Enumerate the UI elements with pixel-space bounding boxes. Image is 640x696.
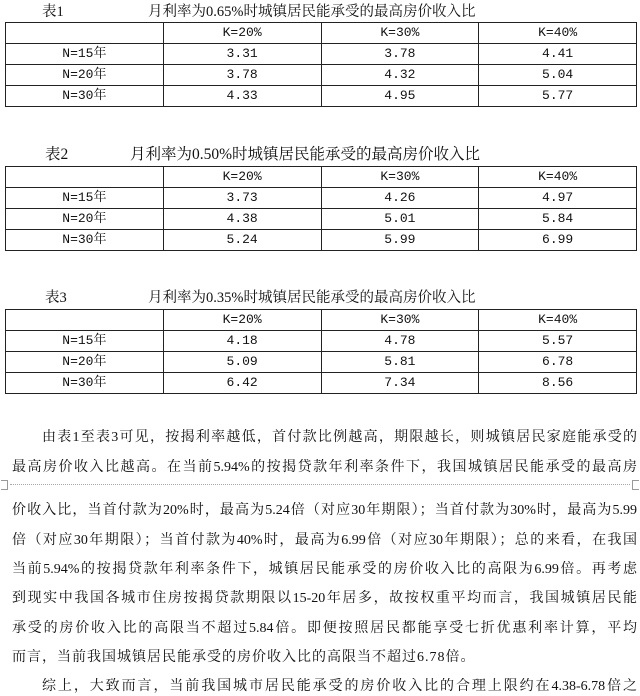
table-cell: 5.24 bbox=[163, 230, 321, 251]
paragraph-line: 由表1至表3可见，按揭利率越低，首付款比例越高，期限越长，则城镇居民家庭能承受的 bbox=[42, 430, 637, 445]
table-3-label: 表3 bbox=[45, 290, 67, 306]
table-cell: 6.99 bbox=[479, 230, 637, 251]
table-cell: 8.56 bbox=[479, 373, 637, 394]
table-cell: 5.04 bbox=[479, 65, 637, 86]
paragraph-line: 最高房价收入比越高。在当前5.94%的按揭贷款年利率条件下，我国城镇居民能承受的最高房 bbox=[12, 460, 637, 475]
row-label: N=15年 bbox=[6, 188, 164, 209]
table-2-label: 表2 bbox=[45, 146, 69, 163]
page-break-line bbox=[10, 484, 630, 485]
table-cell: 6.42 bbox=[163, 373, 321, 394]
column-header: K=40% bbox=[479, 23, 637, 44]
table-row bbox=[6, 188, 637, 209]
table-cell: 4.18 bbox=[163, 331, 321, 352]
row-label: N=30年 bbox=[6, 86, 164, 107]
table-cell: 5.77 bbox=[479, 86, 637, 107]
table-row bbox=[6, 331, 637, 352]
paragraph-line: 而言，当前我国城镇居民能承受的房价收入比的高限当不超过6.78倍。 bbox=[12, 650, 476, 665]
table-cell: 5.09 bbox=[163, 352, 321, 373]
table-row bbox=[6, 65, 637, 86]
table-header-row bbox=[6, 167, 637, 188]
table-corner-cell bbox=[6, 310, 164, 331]
table-cell: 4.97 bbox=[479, 188, 637, 209]
paragraph-line: 当前5.94%的按揭贷款年利率条件下，城镇居民能承受的房价收入比的高限为6.99倍。再考虑 bbox=[12, 562, 637, 577]
column-header: K=30% bbox=[321, 167, 479, 188]
paragraph-line: 承受的房价收入比的高限当不超过5.84倍。即便按照居民都能享受七折优惠利率计算，平均 bbox=[12, 621, 637, 636]
table-row bbox=[6, 230, 637, 251]
table-row bbox=[6, 86, 637, 107]
table-cell: 5.99 bbox=[321, 230, 479, 251]
column-header: K=40% bbox=[479, 167, 637, 188]
table-row bbox=[6, 352, 637, 373]
row-label: N=30年 bbox=[6, 373, 164, 394]
table-row bbox=[6, 373, 637, 394]
row-label: N=15年 bbox=[6, 331, 164, 352]
row-label: N=20年 bbox=[6, 209, 164, 230]
next-paragraph-line: 综上，大致而言，当前我国城市居民能承受的房价收入比的合理上限约在4.38-6.78倍之 bbox=[42, 679, 637, 694]
table-cell: 5.81 bbox=[321, 352, 479, 373]
column-header: K=40% bbox=[479, 310, 637, 331]
paragraph-line: 倍（对应30年期限）；当首付款为40%时，最高为6.99倍（对应30年期限）；总的来看，在我国 bbox=[12, 533, 637, 548]
table-3-title: 月利率为0.35%时城镇居民能承受的最高房价收入比 bbox=[148, 290, 476, 306]
table-header-row bbox=[6, 310, 637, 331]
table-3 bbox=[5, 309, 637, 394]
table-cell: 6.78 bbox=[479, 352, 637, 373]
table-2 bbox=[5, 166, 637, 251]
row-label: N=20年 bbox=[6, 352, 164, 373]
row-label: N=30年 bbox=[6, 230, 164, 251]
table-cell: 3.31 bbox=[163, 44, 321, 65]
row-label: N=20年 bbox=[6, 65, 164, 86]
table-header-row bbox=[6, 23, 637, 44]
table-corner-cell bbox=[6, 23, 164, 44]
table-cell: 4.26 bbox=[321, 188, 479, 209]
table-cell: 5.57 bbox=[479, 331, 637, 352]
table-cell: 4.41 bbox=[479, 44, 637, 65]
table-cell: 5.84 bbox=[479, 209, 637, 230]
column-header: K=20% bbox=[163, 23, 321, 44]
table-1-label: 表1 bbox=[42, 4, 64, 20]
table-cell: 5.01 bbox=[321, 209, 479, 230]
table-cell: 3.73 bbox=[163, 188, 321, 209]
table-cell: 4.38 bbox=[163, 209, 321, 230]
paragraph-line: 价收入比，当首付款为20%时，最高为5.24倍（对应30年期限）；当首付款为30%时，最高为5.99 bbox=[12, 503, 637, 518]
table-row bbox=[6, 44, 637, 65]
table-cell: 4.33 bbox=[163, 86, 321, 107]
page-break-marker-left bbox=[1, 480, 8, 490]
column-header: K=30% bbox=[321, 23, 479, 44]
table-1-title: 月利率为0.65%时城镇居民能承受的最高房价收入比 bbox=[148, 4, 476, 20]
column-header: K=20% bbox=[163, 310, 321, 331]
table-cell: 4.95 bbox=[321, 86, 479, 107]
page-break-marker-right bbox=[632, 480, 639, 490]
table-cell: 4.32 bbox=[321, 65, 479, 86]
table-cell: 3.78 bbox=[163, 65, 321, 86]
table-cell: 3.78 bbox=[321, 44, 479, 65]
column-header: K=20% bbox=[163, 167, 321, 188]
table-corner-cell bbox=[6, 167, 164, 188]
table-cell: 4.78 bbox=[321, 331, 479, 352]
table-cell: 7.34 bbox=[321, 373, 479, 394]
column-header: K=30% bbox=[321, 310, 479, 331]
table-1 bbox=[5, 22, 637, 107]
paragraph-line: 到现实中我国各城市住房按揭贷款期限以15-20年居多，故按权重平均而言，我国城镇居民能 bbox=[12, 591, 637, 606]
table-row bbox=[6, 209, 637, 230]
table-2-title: 月利率为0.50%时城镇居民能承受的最高房价收入比 bbox=[130, 146, 481, 163]
row-label: N=15年 bbox=[6, 44, 164, 65]
